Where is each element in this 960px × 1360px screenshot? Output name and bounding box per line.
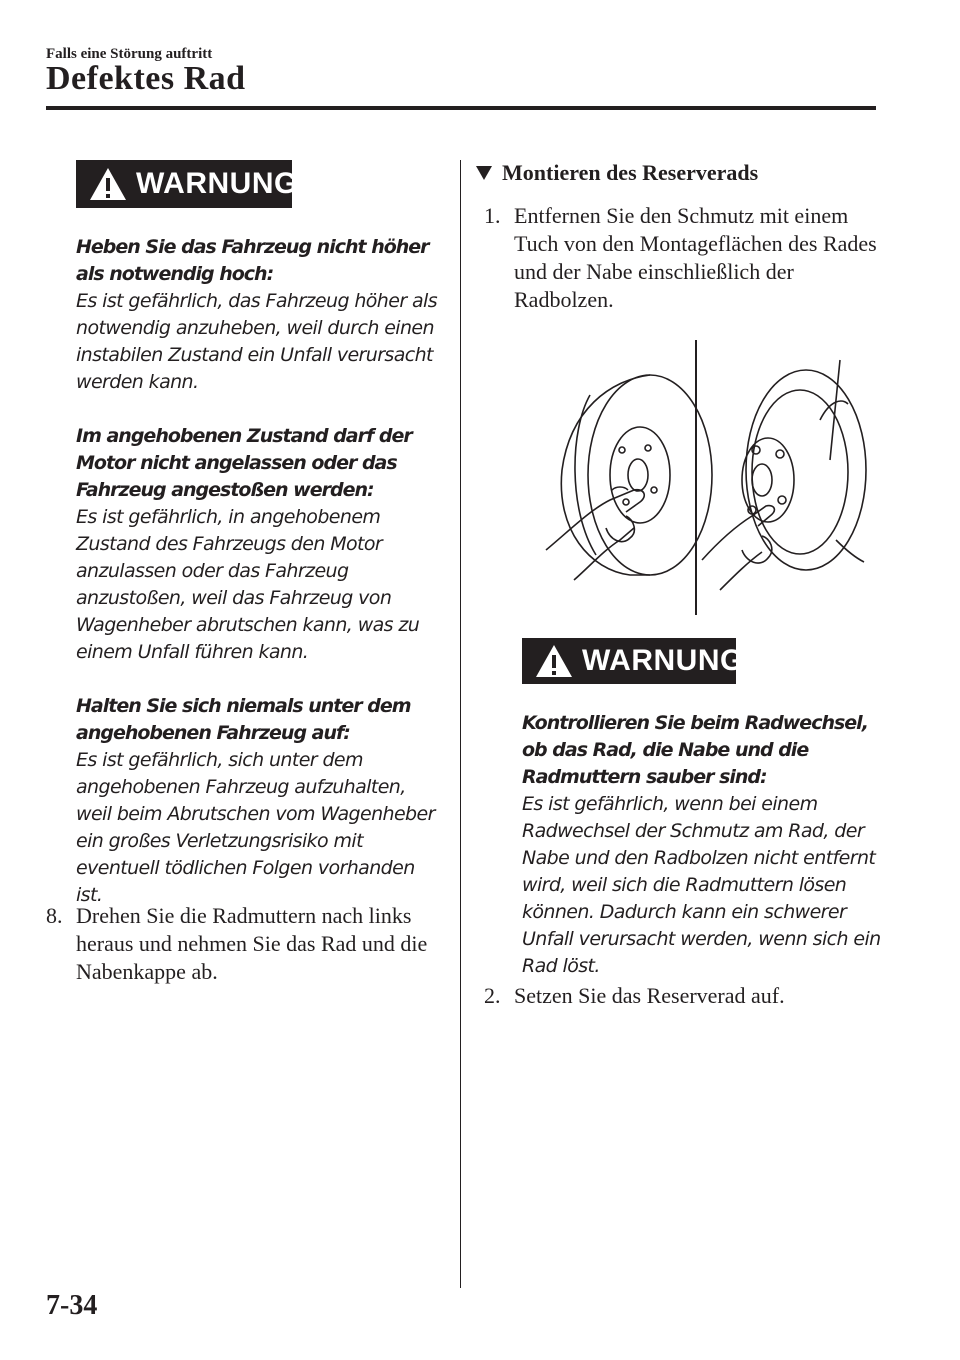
warning-heading: Im angehobenen Zustand darf der Motor nicht angelassen oder das Fahrzeug angestoßen werden: — [76, 425, 412, 501]
subheading-text: Montieren des Reserverads — [502, 160, 759, 185]
warning-triangle-icon — [534, 643, 574, 679]
step-8 — [46, 902, 446, 986]
column-divider — [460, 160, 461, 1288]
step-text: Setzen Sie das Reserverad auf. — [514, 983, 785, 1008]
warning-badge-left — [76, 160, 298, 208]
warning-text-left — [76, 234, 446, 909]
warning-triangle-icon — [88, 166, 128, 202]
wheel-cleaning-illustration — [530, 340, 870, 615]
warning-body: Es ist gefährlich, wenn bei einem Radwechsel der Schmutz am Rad, der Nabe und den Radbolzen nicht entfernt wird, weil sich die Radmuttern lösen können. Dadurch kann ein schwerer Unfall verursacht werden, wenn sich ein Rad löst. — [522, 793, 881, 977]
step-number: 1. — [484, 203, 501, 228]
warning-text-right — [522, 710, 882, 980]
step-text: Entfernen Sie den Schmutz mit einem Tuch von den Montageflächen des Rades und der Nabe einschließlich der Radbolzen. — [514, 203, 877, 312]
header-section-label: Falls eine Störung auftritt — [46, 46, 213, 62]
step-2 — [484, 982, 884, 1010]
step-number: 2. — [484, 983, 501, 1008]
warning-heading: Heben Sie das Fahrzeug nicht höher als notwendig hoch: — [76, 236, 429, 285]
header-rule — [46, 106, 876, 110]
section-subheading — [476, 160, 758, 186]
warning-badge-right — [522, 638, 744, 684]
warning-label: WARNUNG — [136, 167, 298, 200]
warning-body: Es ist gefährlich, in angehobenem Zustand des Fahrzeugs den Motor anzulassen oder das Fahrzeug anzustoßen, weil das Fahrzeug von Wagenheber abrutschen kann, was zu einem Unfall führen kann. — [76, 506, 420, 663]
page-number: 7-34 — [46, 1290, 98, 1321]
warning-body: Es ist gefährlich, das Fahrzeug höher als notwendig anzuheben, weil durch einen instabilen Zustand ein Unfall verursacht werden kann. — [76, 290, 438, 393]
triangle-bullet-icon — [476, 166, 492, 180]
step-1 — [484, 202, 884, 314]
warning-body: Es ist gefährlich, sich unter dem angehobenen Fahrzeug aufzuhalten, weil beim Abrutschen vom Wagenheber ein großes Verletzungsrisiko mit eventuell tödlichen Folgen vorhanden ist. — [76, 749, 435, 906]
step-number: 8. — [46, 903, 63, 928]
warning-label: WARNUNG — [582, 644, 744, 677]
warning-heading: Kontrollieren Sie beim Radwechsel, ob das Rad, die Nabe und die Radmuttern sauber sind: — [522, 712, 868, 788]
step-text: Drehen Sie die Radmuttern nach links heraus und nehmen Sie das Rad und die Nabenkappe ab. — [76, 903, 428, 984]
warning-heading: Halten Sie sich niemals unter dem angehobenen Fahrzeug auf: — [76, 695, 411, 744]
page-title: Defektes Rad — [46, 60, 246, 97]
